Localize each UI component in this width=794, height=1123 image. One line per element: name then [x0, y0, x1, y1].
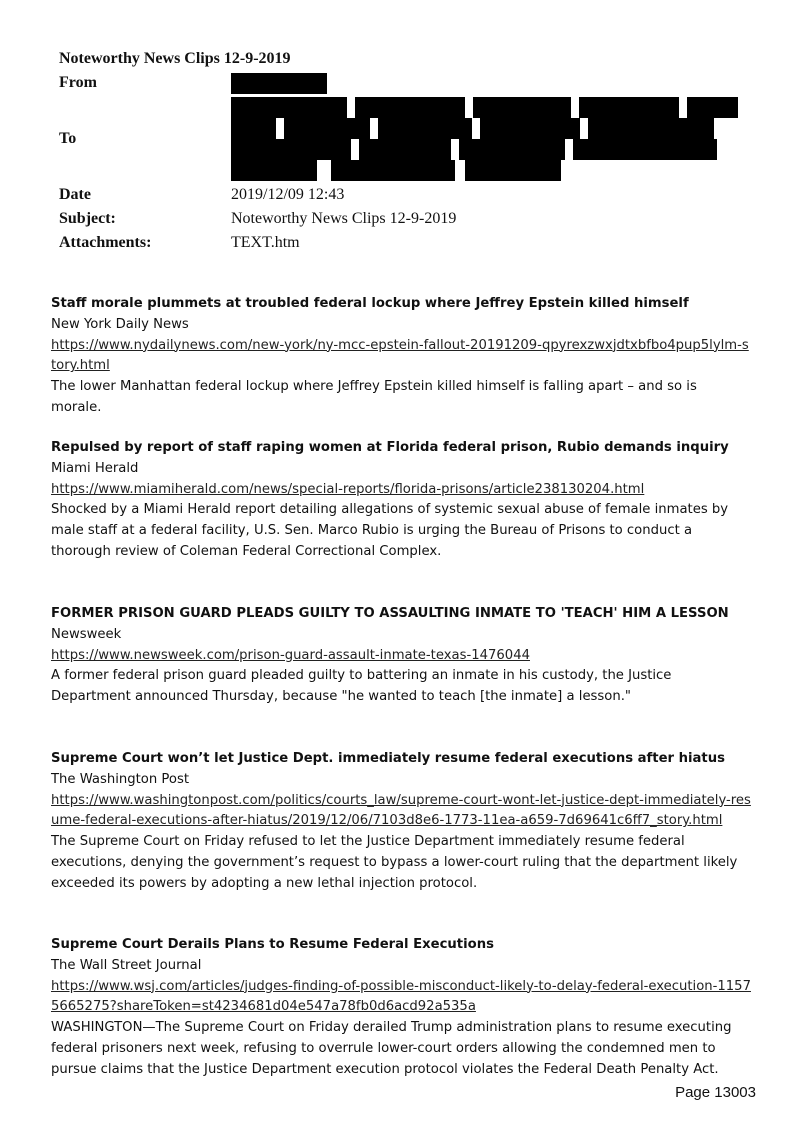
article-title: Supreme Court won’t let Justice Dept. immediately resume federal executions after hiatus [51, 751, 725, 766]
article-link[interactable]: https://www.washingtonpost.com/politics/courts_law/supreme-court-wont-let-justice-dept-immediately-resume-federal-executions-after-hiatus/2019/12/06/7103d8e6-1773-11ea-a659-7d69641c6ff7_story.html [51, 792, 751, 829]
date-label: Date [59, 186, 91, 203]
article-source: The Wall Street Journal [51, 957, 202, 973]
article-title: Repulsed by report of staff raping women at Florida federal prison, Rubio demands inquiry [51, 440, 729, 455]
page-number: Page 13003 [675, 1084, 756, 1101]
date-value: 2019/12/09 12:43 [231, 186, 345, 203]
article-5 [51, 935, 751, 1081]
article-source: Miami Herald [51, 460, 139, 476]
article-link[interactable]: https://www.wsj.com/articles/judges-finding-of-possible-misconduct-likely-to-delay-federal-execution-11575665275?shareToken=st4234681d04e547a78fb0d6acd92a535a [51, 978, 751, 1015]
article-summary: The Supreme Court on Friday refused to let the Justice Department immediately resume federal executions, denying the government’s request to bypass a lower-court ruling that the department likely exceeded its powers by adopting a new lethal injection protocol. [51, 834, 738, 891]
article-1 [51, 294, 751, 419]
subject-value: Noteworthy News Clips 12-9-2019 [231, 210, 457, 227]
subject-label: Subject: [59, 210, 116, 227]
attachments-value[interactable]: TEXT.htm [231, 234, 300, 251]
article-source: Newsweek [51, 626, 122, 642]
attachments-label: Attachments: [59, 234, 152, 251]
article-title: Staff morale plummets at troubled federal lockup where Jeffrey Epstein killed himself [51, 296, 689, 311]
article-link[interactable]: https://www.miamiherald.com/news/special-reports/florida-prisons/article238130204.html [51, 481, 645, 497]
article-title: Supreme Court Derails Plans to Resume Federal Executions [51, 937, 494, 952]
email-title: Noteworthy News Clips 12-9-2019 [59, 50, 291, 67]
article-summary: WASHINGTON—The Supreme Court on Friday derailed Trump administration plans to resume executing federal prisoners next week, refusing to overrule lower-court orders allowing the condemned men to pursue claims that the Justice Department execution protocol violates the Federal Death Penalty Act. [51, 1020, 732, 1077]
article-link[interactable]: https://www.newsweek.com/prison-guard-assault-inmate-texas-1476044 [51, 647, 530, 663]
redacted-from [231, 73, 327, 94]
article-source: The Washington Post [51, 771, 189, 787]
article-summary: A former federal prison guard pleaded guilty to battering an inmate in his custody, the Justice Department announced Thursday, because "he wanted to teach [the inmate] a lesson." [51, 668, 672, 705]
article-3 [51, 604, 751, 708]
article-source: New York Daily News [51, 316, 189, 332]
article-summary: Shocked by a Miami Herald report detailing allegations of systemic sexual abuse of female inmates by male staff at a federal facility, U.S. Sen. Marco Rubio is urging the Bureau of Prisons to conduct a thorough review of Coleman Federal Correctional Complex. [51, 502, 729, 559]
article-2 [51, 438, 751, 563]
article-4 [51, 749, 751, 895]
article-title: FORMER PRISON GUARD PLEADS GUILTY TO ASSAULTING INMATE TO 'TEACH' HIM A LESSON [51, 606, 729, 621]
to-label: To [59, 130, 77, 147]
article-summary: The lower Manhattan federal lockup where Jeffrey Epstein killed himself is falling apart – and so is morale. [51, 379, 697, 415]
from-label: From [59, 74, 97, 91]
article-link[interactable]: https://www.nydailynews.com/new-york/ny-mcc-epstein-fallout-20191209-qpyrexzwxjdtxbfbo4pup5lylm-story.html [51, 337, 749, 374]
